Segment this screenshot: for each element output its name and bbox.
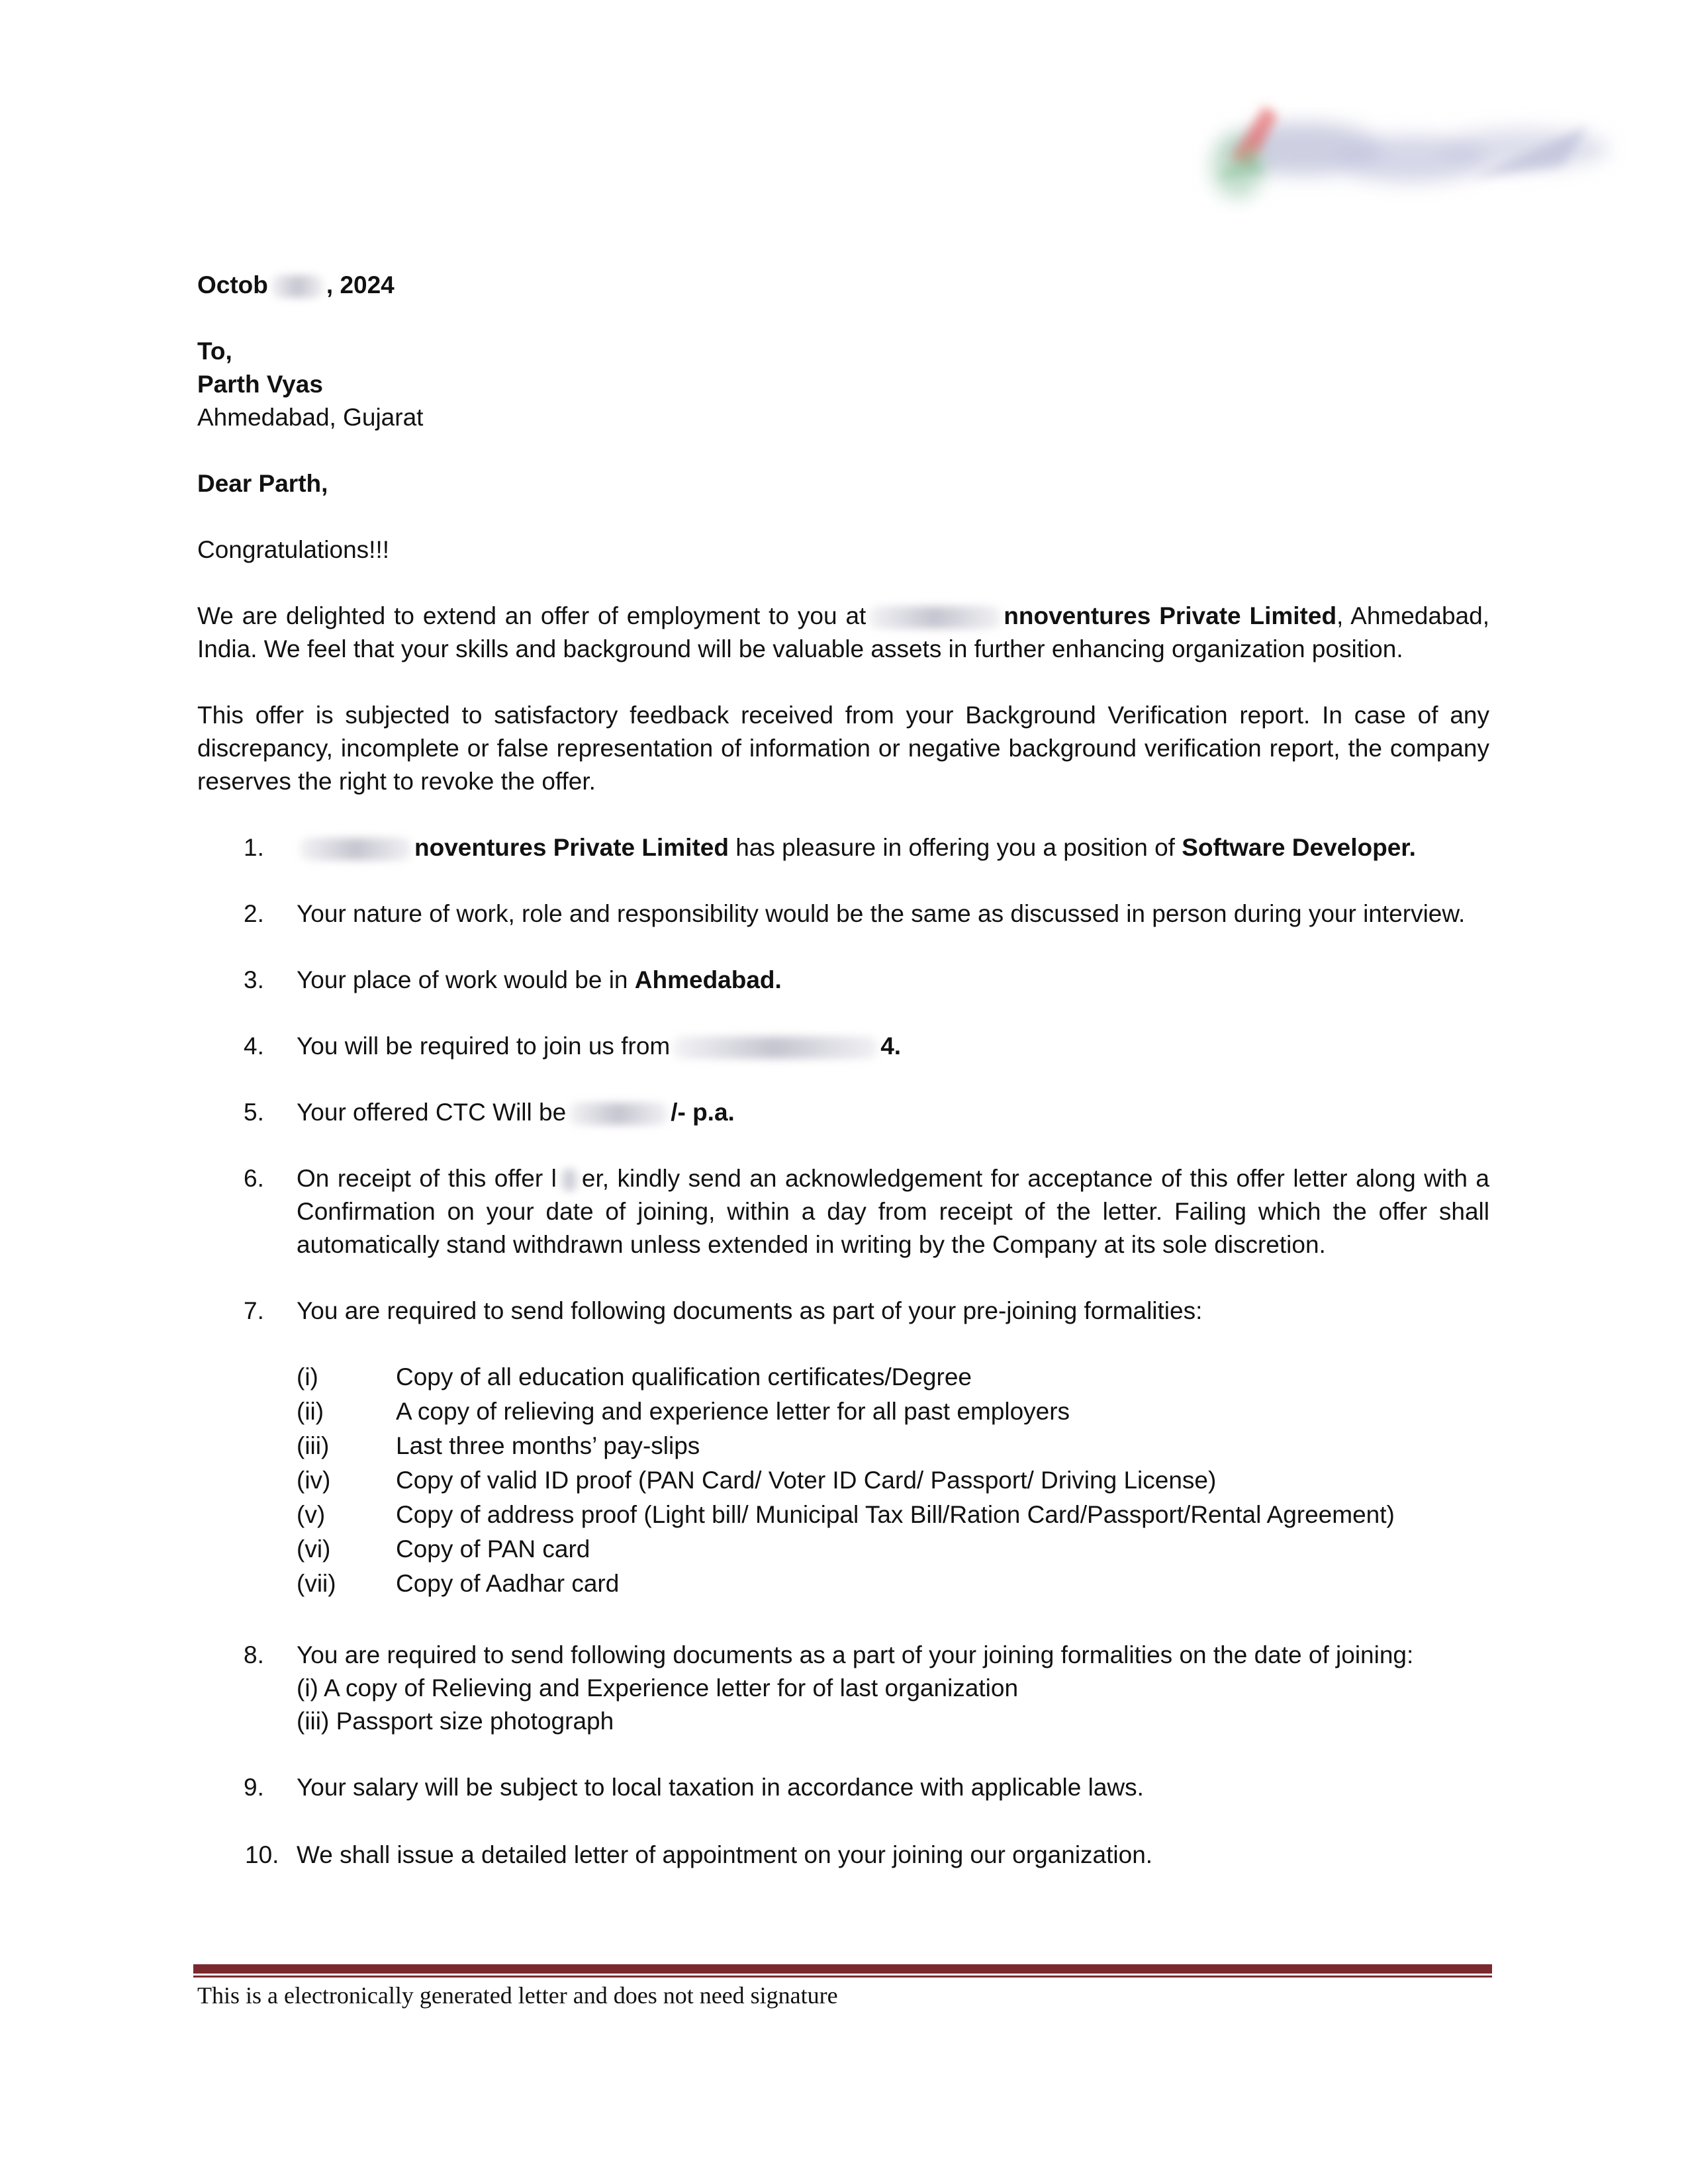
redacted-company (299, 838, 412, 860)
redacted-joining-date (673, 1036, 878, 1059)
offer-letter-page: Octob , 2024 To, Parth Vyas Ahmedabad, Gujarat Dear Parth, Congratulations!!! We are delighted to extend an offer of employment to you at nnoventures Private Limited, Ahmedabad, India. We feel that your skills and background will be valuable assets in further enhancing organization position. This offer is subjected to satisfactory feedback received from your Background Verification report. In case of any discrepancy, incomplete or false representation of information or negative background verification report, the company reserves the right to revoke the offer. 1. noventures Private Limited has pleasure in offering you a position of Software Developer. 2. Your nature of work, role and responsibility would be the same as discussed in person during your interview. 3. Your place of work would be in Ahmedabad. 4. You will be required to join us from 4. 5. Your offered CTC Will be /- p.a. 6. On receipt of this offer l er, kindly send an acknowledgement for acceptance of this offer letter along with a Confirmation on your date of joining, within a day from receipt of the letter. Failing which the offer shall automatically stand withdrawn unless extended in writing by the Company at its sole discretion. 7. You are required to send following documents as part of your pre-joining formalities: (i) Copy of all education qualification certificates/Degree (ii) A copy of relieving and experience letter for all past employers (iii) Last three months’ pay-slips (iv) Copy of valid ID proof (PAN Card/ Voter ID Card/ Passport/ Driving License) (v) Copy of address proof (Light bill/ Municipal Tax Bill/Ration Card/Passport/Rental Agreement) (vi) Copy of PAN card (vii) Copy of Aadhar card 8. You are required to send following documents as a part of your joining formalities on the date of joining: (i) A copy of Relieving and Experience letter for of last organization (iii) Passport size photograph 9. Your salary will be subject to local taxation in accordance with applicable laws. 10. We shall issue a detailed letter of appointment on your joining our organization. This is a electronically generated letter and does not need signature (0, 0, 1688, 2184)
letter-date: Octob , 2024 (197, 271, 395, 298)
footer-note: This is a electronically generated letter and does not need signature (197, 1982, 838, 2009)
offer-paragraph: We are delighted to extend an offer of employment to you at nnoventures Private Limited, Ahmedabad, India. We feel that your skills and background will be valuable assets in further enhancing organization position. (197, 602, 1489, 662)
recipient-name: Parth Vyas (197, 371, 323, 398)
redacted-text (559, 1169, 579, 1191)
footer-divider (193, 1964, 1492, 1974)
redacted-company (868, 606, 1001, 629)
company-logo (1192, 86, 1642, 238)
joining-document-2: (iii) Passport size photograph (297, 1707, 614, 1735)
joining-document-1: (i) A copy of Relieving and Experience letter for of last organization (297, 1674, 1019, 1702)
redacted-date (271, 275, 324, 298)
redacted-ctc (569, 1103, 668, 1125)
salutation: Dear Parth, (197, 470, 328, 497)
footer-divider-thin (193, 1976, 1492, 1978)
recipient-to: To, (197, 338, 232, 365)
recipient-location: Ahmedabad, Gujarat (197, 404, 424, 431)
verification-paragraph: This offer is subjected to satisfactory feedback received from your Background Verification report. In case of any discrepancy, incomplete or false representation of information or negative background verification report, the company reserves the right to revoke the offer. (197, 702, 1489, 795)
congratulations: Congratulations!!! (197, 536, 390, 563)
